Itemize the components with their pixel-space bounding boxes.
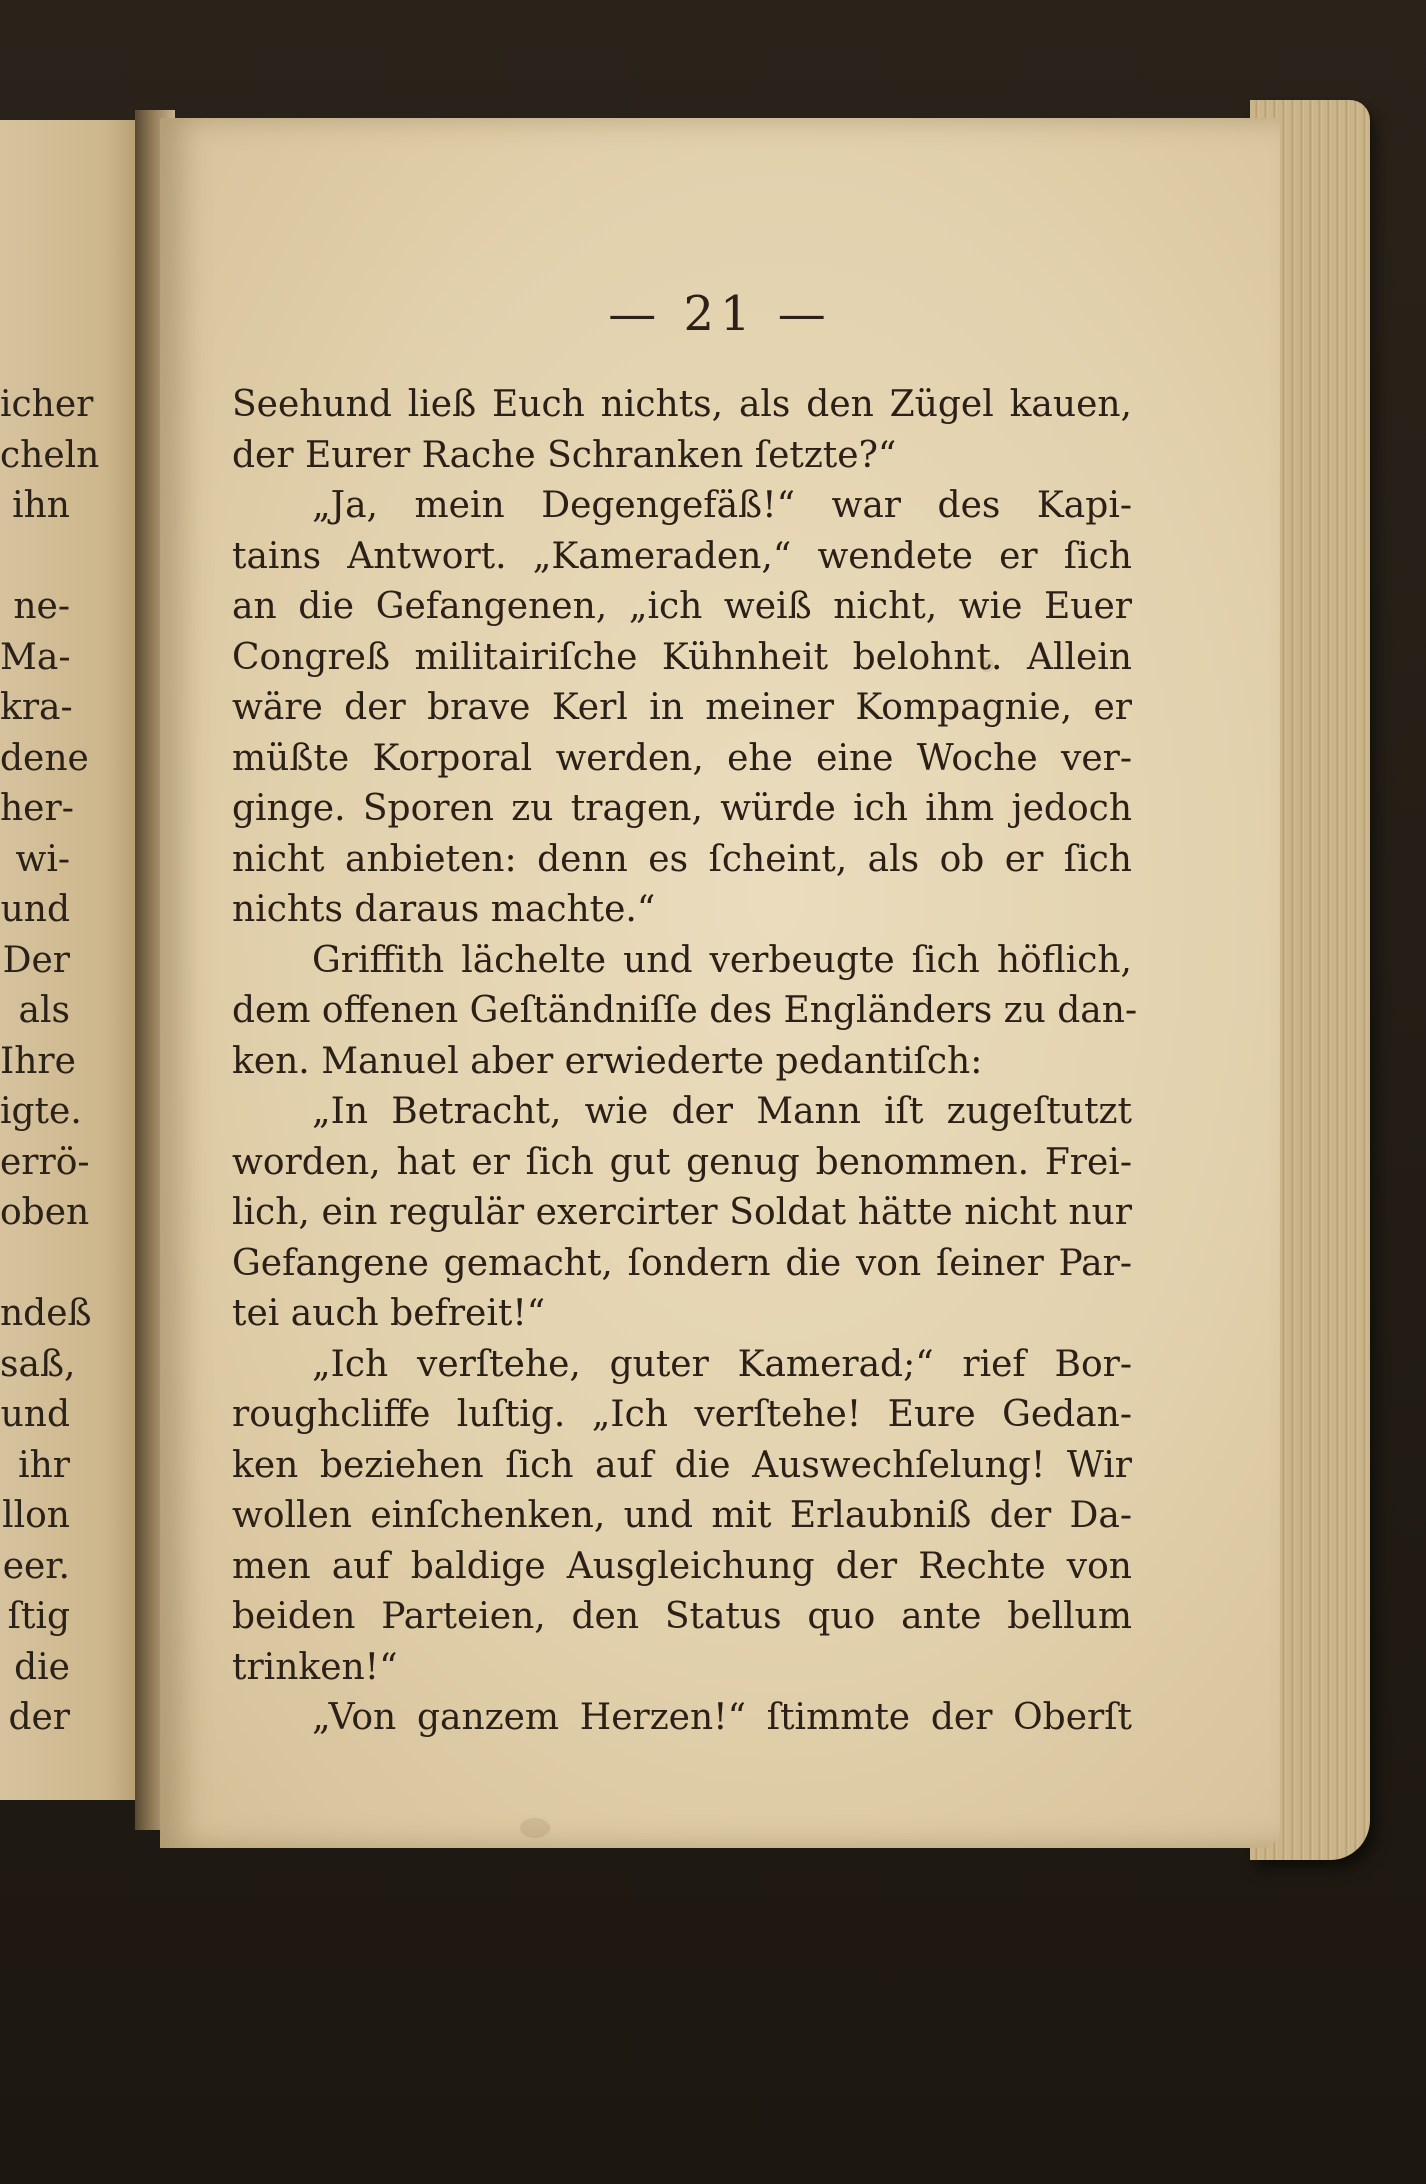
fragment-line: ndeß [0, 1293, 92, 1334]
text-line: trinken!“ [232, 1646, 398, 1688]
fragment-line: und [0, 889, 70, 930]
fragment-line: die [14, 1646, 70, 1688]
fragment-line: igte. [0, 1091, 82, 1132]
text-line: der Eurer Rache Schranken ſetzte?“ [232, 434, 897, 476]
text-line: nicht anbieten: denn es ſcheint, als ob er ſich [232, 838, 1132, 880]
previous-page-text [0, 380, 100, 1744]
text-line: Griffith lächelte und verbeugte ſich höflich, [312, 939, 1132, 981]
text-line: Congreß militairiſche Kühnheit belohnt. Allein [232, 636, 1132, 678]
fragment-line: oben [0, 1192, 90, 1233]
fragment-line: her- [0, 788, 74, 829]
text-line: tei auch befreit!“ [232, 1293, 546, 1334]
fragment-line: Ihre [0, 1040, 76, 1082]
text-line: dem offenen Geſtändniſſe des Engländers zu dan- [232, 990, 1138, 1031]
fragment-line: Der [2, 939, 70, 981]
text-line: lich, ein regulär exercirter Soldat hätte nicht nur [232, 1192, 1132, 1233]
fragment-line: llon [2, 1495, 70, 1536]
previous-page [0, 120, 150, 1800]
fragment-line: ihn [12, 485, 70, 526]
text-line: worden, hat er ſich gut genug benommen. Frei- [232, 1141, 1132, 1183]
text-line: tains Antwort. „Kameraden,“ wendete er ſich [232, 535, 1132, 577]
text-line: wäre der brave Kerl in meiner Kompagnie, er [232, 687, 1132, 728]
text-line: „Ich verſtehe, guter Kamerad;“ rief Bor- [312, 1343, 1132, 1385]
text-line: wollen einſchenken, und mit Erlaubniß der Da- [232, 1495, 1132, 1536]
text-line: „In Betracht, wie der Mann iſt zugeſtutzt [312, 1091, 1132, 1132]
text-line: „Von ganzem Herzen!“ ſtimmte der Oberſt [312, 1697, 1132, 1738]
fragment-line: cheln [0, 434, 100, 476]
fragment-line [0, 532, 70, 583]
text-line: men auf baldige Ausgleichung der Rechte von [232, 1545, 1132, 1587]
text-line: ken. Manuel aber erwiederte pedantiſch: [232, 1040, 983, 1082]
text-line: nichts daraus machte.“ [232, 889, 656, 930]
fragment-line: der [8, 1697, 70, 1738]
fragment-line: errö- [0, 1141, 90, 1183]
current-page [160, 118, 1280, 1848]
body-text [232, 380, 1138, 1744]
fragment-line: ne- [13, 586, 70, 627]
text-line: ginge. Sporen zu tragen, würde ich ihm jedoch [232, 788, 1132, 829]
text-line: ken beziehen ſich auf die Auswechſelung! Wir [232, 1444, 1132, 1486]
fragment-line: ihr [18, 1444, 70, 1486]
fragment-line: Ma- [0, 636, 71, 678]
fragment-line: saß, [0, 1343, 76, 1385]
fragment-line: als [18, 990, 70, 1031]
text-line: „Ja, mein Degengefäß!“ war des Kapi- [312, 485, 1132, 526]
text-line: Seehund ließ Euch nichts, als den Zügel kauen, [232, 384, 1132, 425]
text-line: roughcliffe luſtig. „Ich verſtehe! Eure Gedan- [232, 1394, 1132, 1435]
text-line: Gefangene gemacht, ſondern die von ſeiner Par- [232, 1242, 1132, 1284]
fragment-line [0, 1239, 70, 1290]
fragment-line: eer. [2, 1545, 70, 1587]
text-line: müßte Korporal werden, ehe eine Woche ver- [232, 737, 1132, 779]
fragment-line: ſtig [7, 1596, 70, 1637]
fragment-line: kra- [0, 687, 73, 728]
fragment-line: icher [0, 384, 94, 425]
text-line: an die Gefangenen, „ich weiß nicht, wie Euer [232, 586, 1132, 627]
fragment-line: wi- [15, 838, 70, 880]
fragment-line: und [0, 1394, 70, 1435]
fragment-line: dene [0, 737, 89, 779]
paper-stain [520, 1818, 550, 1838]
text-line: beiden Parteien, den Status quo ante bellum [232, 1596, 1132, 1637]
page-number: — 21 — [608, 286, 832, 342]
